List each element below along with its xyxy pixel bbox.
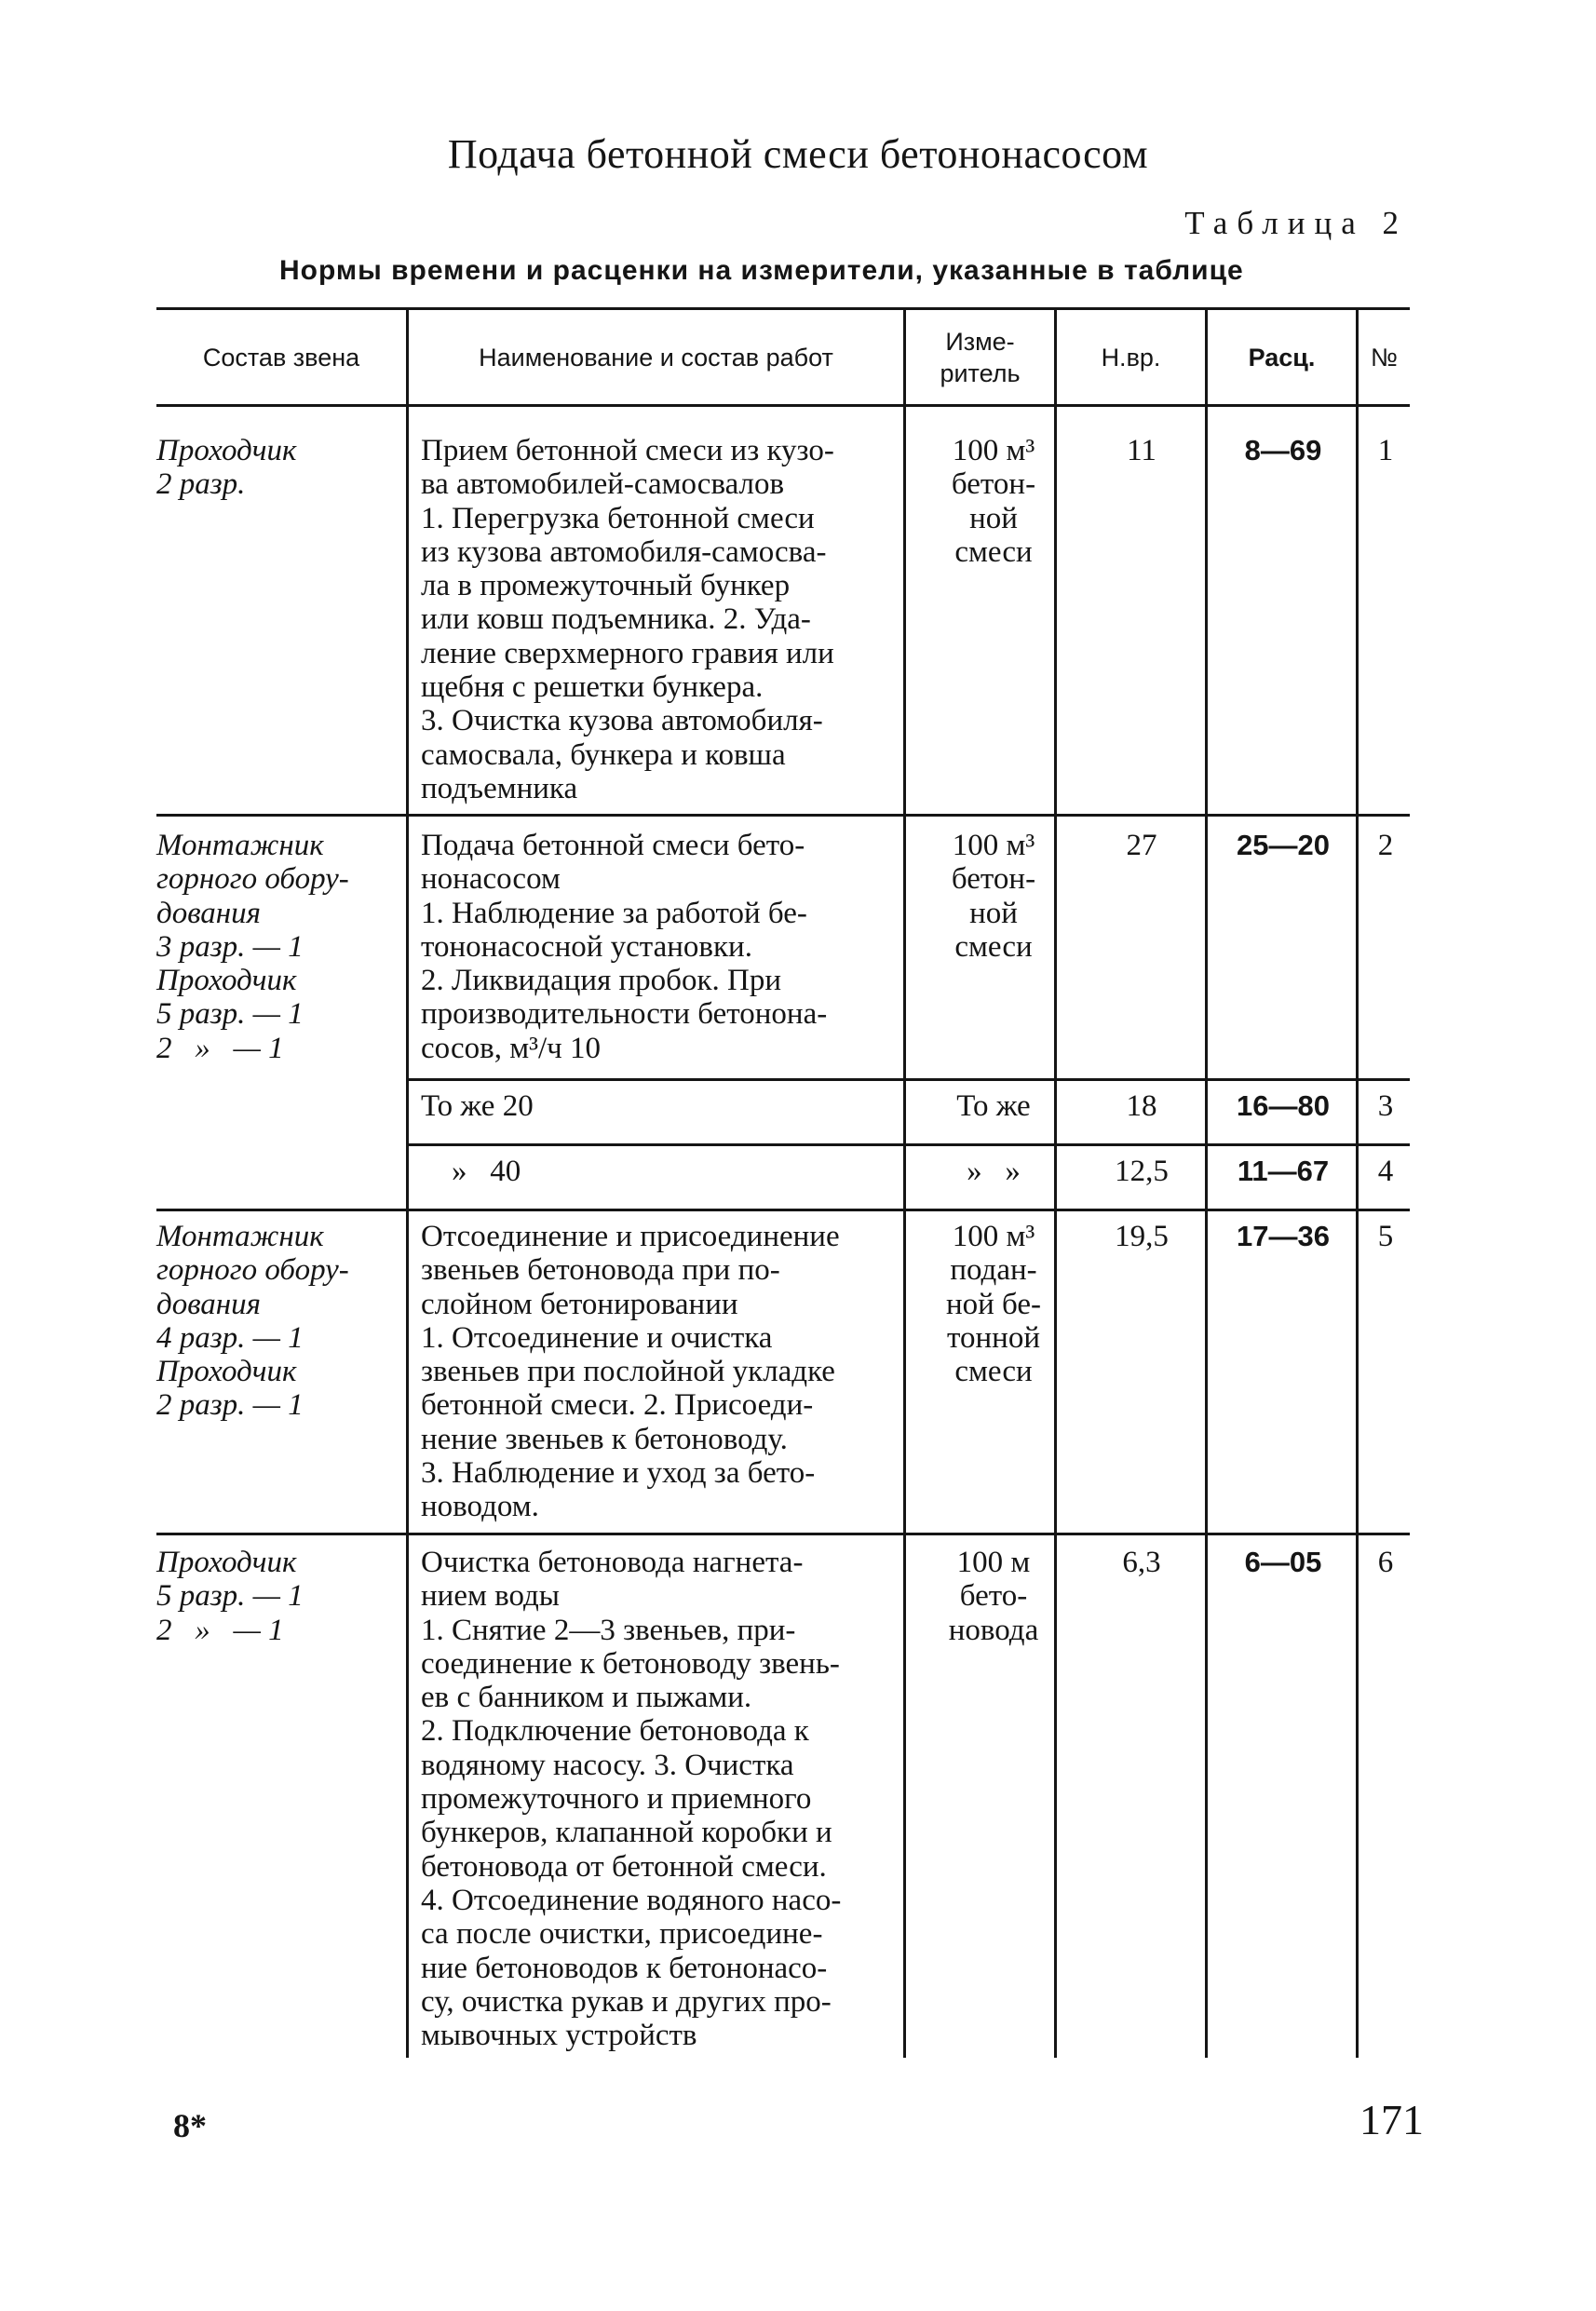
row1-work-line: из кузова автомобиля-самосва-	[421, 534, 827, 569]
row6-work-line: 2. Подключение бетоновода к	[421, 1714, 809, 1749]
row5-unit	[911, 1220, 1076, 1388]
row3-work-line: То же 20	[421, 1089, 534, 1123]
row1-work-line: ва автомобилей-самосвалов	[421, 467, 785, 502]
row3-unit-line: То же	[956, 1089, 1031, 1123]
row6-work-line: нием воды	[421, 1579, 560, 1614]
row5-unit-line: смеси	[954, 1355, 1033, 1389]
row1-work-line: самосвала, бункера и ковша	[421, 737, 786, 772]
row4-work	[421, 1155, 888, 1188]
page-title: Подача бетонной смеси бетононасосом	[447, 131, 1149, 177]
row6-work-line: Очистка бетоновода нагнета-	[421, 1546, 804, 1579]
row2-work-line: тононасосной установки.	[421, 929, 752, 964]
row6-unit	[911, 1546, 1076, 1647]
row2-crew-line: 2 » — 1	[156, 1031, 284, 1065]
row1-work-line: Прием бетонной смеси из кузо-	[421, 434, 834, 467]
row4-unit	[911, 1155, 1076, 1188]
row5-work-line: звеньев при послойной укладке	[421, 1355, 835, 1389]
row6-work-line: промежуточного и приемного	[421, 1782, 812, 1817]
row6-unit-line: бето-	[959, 1579, 1028, 1614]
row3-norm: 18	[1126, 1089, 1157, 1123]
row5-bottom-rule	[156, 1533, 1410, 1535]
row6-unit-line: 100 м	[956, 1546, 1031, 1579]
row6-work-line: соединение к бетоноводу звень-	[421, 1646, 840, 1681]
header-unit-line2: ритель	[940, 358, 1021, 387]
row2-work-line: производительности бетонона-	[421, 997, 828, 1032]
row2-crew-line: 3 разр. — 1	[156, 929, 304, 964]
row5-unit-line: тонной	[947, 1320, 1040, 1355]
row2-crew-line: Монтажник	[156, 829, 324, 862]
row6-crew-line: 5 разр. — 1	[156, 1579, 304, 1614]
page-number: 171	[1359, 2096, 1424, 2143]
row2-norm: 27	[1126, 829, 1157, 862]
row2-crew-line: 5 разр. — 1	[156, 997, 304, 1032]
row5-crew-line: дования	[156, 1287, 262, 1321]
row2-work-line: 2. Ликвидация пробок. При	[421, 964, 781, 998]
row6-work-line: ние бетоноводов к бетононасо-	[421, 1951, 828, 1985]
row5-norm: 19,5	[1115, 1220, 1169, 1253]
row6-unit-line: новода	[948, 1613, 1039, 1647]
header-unit-line1: Изме-	[945, 327, 1015, 356]
row5-num: 5	[1377, 1220, 1394, 1253]
row5-work-line: 1. Отсоединение и очистка	[421, 1320, 773, 1355]
row2-rate: 25—20	[1237, 829, 1330, 861]
row4-bottom-rule	[156, 1209, 1410, 1211]
row4-rate: 11—67	[1237, 1155, 1330, 1187]
row1-crew-line: Проходчик	[156, 434, 297, 467]
table-label: Таблица 2	[1184, 205, 1408, 241]
col-rule-norm-rate	[1205, 307, 1208, 2058]
header-crew: Состав звена	[202, 343, 360, 372]
row1-unit-line: бетон-	[951, 467, 1036, 502]
row1-work-line: подъемника	[421, 771, 578, 805]
row4-unit-line: » »	[967, 1155, 1021, 1188]
row6-work-line: бетоновода от бетонной смеси.	[421, 1849, 827, 1884]
header-bottom-rule	[156, 404, 1410, 407]
col-rule-crew-work	[406, 307, 409, 2058]
row2-crew	[156, 829, 399, 1065]
header-rate: Расц.	[1248, 343, 1316, 372]
row6-rate: 6—05	[1244, 1546, 1322, 1578]
row5-unit-line: 100 м³	[952, 1220, 1035, 1253]
row1-work-line: ла в промежуточный бункер	[421, 569, 791, 603]
row1-work-line: щебня с решетки бункера.	[421, 670, 764, 705]
row1-crew	[156, 434, 399, 502]
row6-work-line: мывочных устройств	[421, 2019, 697, 2053]
row1-norm: 11	[1127, 434, 1156, 467]
row5-rate: 17—36	[1237, 1220, 1330, 1252]
row2-work-line: нонасосом	[421, 862, 561, 897]
row6-num: 6	[1377, 1546, 1394, 1579]
row2-bottom-rule	[406, 1078, 1410, 1081]
row4-norm: 12,5	[1115, 1155, 1169, 1188]
row6-work-line: ев с банником и пыжами.	[421, 1681, 752, 1715]
row6-work-line: 4. Отсоединение водяного насо-	[421, 1883, 842, 1917]
row1-work-line: 1. Перегрузка бетонной смеси	[421, 501, 815, 535]
row1-unit-line: 100 м³	[952, 434, 1035, 467]
row5-work-line: нение звеньев к бетоноводу.	[421, 1422, 788, 1456]
row2-work-line: сосов, м³/ч 10	[421, 1031, 601, 1065]
row6-work-line: водяному насосу. 3. Очистка	[421, 1748, 794, 1782]
row5-crew-line: горного обору-	[156, 1253, 349, 1288]
row5-unit-line: подан-	[950, 1253, 1037, 1288]
row1-bottom-rule	[156, 814, 1410, 817]
row2-crew-line: дования	[156, 896, 262, 930]
row6-crew-line: Проходчик	[156, 1546, 297, 1579]
row3-num: 3	[1377, 1089, 1394, 1123]
header-norm: Н.вр.	[1101, 343, 1161, 372]
row5-work	[421, 1220, 888, 1524]
row1-work-line: 3. Очистка кузова автомобиля-	[421, 704, 823, 738]
row5-work-line: Отсоединение и присоединение	[421, 1220, 840, 1253]
row1-unit-line: смеси	[954, 534, 1033, 569]
row1-work	[421, 434, 888, 805]
row1-crew-line: 2 разр.	[156, 467, 246, 502]
row2-work-line: Подача бетонной смеси бето-	[421, 829, 805, 862]
row2-unit-line: 100 м³	[952, 829, 1035, 862]
row6-work-line: бункеров, клапанной коробки и	[421, 1816, 832, 1850]
row5-crew-line: 2 разр. — 1	[156, 1388, 304, 1423]
table-subtitle: Нормы времени и расценки на измерители, указанные в таблице	[279, 255, 1244, 286]
row2-crew-line: Проходчик	[156, 964, 297, 998]
row5-work-line: 3. Наблюдение и уход за бето-	[421, 1456, 816, 1491]
row6-crew-line: 2 » — 1	[156, 1613, 284, 1647]
row1-work-line: ление сверхмерного гравия или	[421, 636, 834, 670]
row2-unit-line: ной	[969, 896, 1018, 930]
row5-crew-line: Проходчик	[156, 1355, 297, 1389]
row1-unit	[911, 434, 1076, 569]
row2-num: 2	[1377, 829, 1394, 862]
row3-unit	[911, 1089, 1076, 1123]
row3-bottom-rule	[406, 1143, 1410, 1146]
row5-work-line: звеньев бетоновода при по-	[421, 1253, 780, 1288]
row6-work-line: 1. Снятие 2—3 звеньев, при-	[421, 1613, 796, 1647]
row6-norm: 6,3	[1122, 1546, 1161, 1579]
row5-crew	[156, 1220, 399, 1423]
row3-rate: 16—80	[1237, 1089, 1330, 1122]
row2-unit	[911, 829, 1076, 964]
col-rule-work-unit	[903, 307, 906, 2058]
row2-crew-line: горного обору-	[156, 862, 349, 897]
row5-crew-line: 4 разр. — 1	[156, 1320, 304, 1355]
row1-work-line: или ковш подъемника. 2. Уда-	[421, 602, 811, 637]
row5-work-line: бетонной смеси. 2. Присоеди-	[421, 1388, 814, 1423]
signature-mark: 8*	[173, 2107, 207, 2144]
header-num: №	[1371, 343, 1398, 372]
row6-work-line: су, очистка рукав и других про-	[421, 1984, 832, 2019]
row4-work-line: » 40	[421, 1155, 521, 1188]
row1-unit-line: ной	[969, 501, 1018, 535]
row1-rate: 8—69	[1244, 434, 1322, 466]
row6-work	[421, 1546, 888, 2052]
header-work: Наименование и состав работ	[479, 343, 833, 372]
row4-num: 4	[1377, 1155, 1394, 1188]
row5-work-line: слойном бетонировании	[421, 1287, 738, 1321]
row5-work-line: новодом.	[421, 1490, 539, 1524]
row5-crew-line: Монтажник	[156, 1220, 324, 1253]
row2-unit-line: бетон-	[951, 862, 1036, 897]
row3-work	[421, 1089, 888, 1123]
row2-work	[421, 829, 888, 1065]
row5-unit-line: ной бе-	[945, 1287, 1042, 1321]
row1-num: 1	[1377, 434, 1394, 467]
row2-unit-line: смеси	[954, 929, 1033, 964]
row2-work-line: 1. Наблюдение за работой бе-	[421, 896, 807, 930]
row6-crew	[156, 1546, 399, 1647]
row6-work-line: са после очистки, присоедине-	[421, 1917, 823, 1952]
header-unit	[906, 310, 1054, 404]
